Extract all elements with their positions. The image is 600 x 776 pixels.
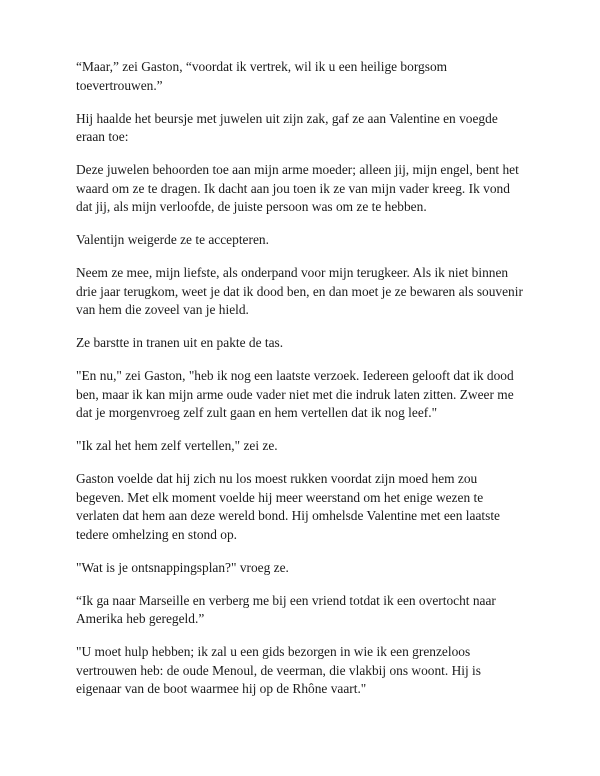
paragraph: “Maar,” zei Gaston, “voordat ik vertrek, wil ik u een heilige borgsom toevertrouwen.” (76, 59, 448, 93)
paragraph: Neem ze mee, mijn liefste, als onderpand voor mijn terugkeer. Als ik niet binnen drie jaar terugkom, weet je dat ik dood ben, en dan moet je ze bewaren als souvenir van hem die zoveel van je hield. (76, 265, 523, 317)
paragraph: Hij haalde het beursje met juwelen uit zijn zak, gaf ze aan Valentine en voegde eraan toe: (76, 110, 498, 144)
paragraph: Gaston voelde dat hij zich nu los moest rukken voordat zijn moed hem zou begeven. Met elk moment voelde hij meer weerstand om het enige wezen te verlaten dat hem aan deze wereld bond. Hij omhelsde Valentine met een laatste tedere omhelzing en stond op. (76, 471, 500, 542)
paragraph: Valentijn weigerde ze te accepteren. (76, 232, 269, 247)
paragraph: "En nu," zei Gaston, "heb ik nog een laatste verzoek. Iedereen gelooft dat ik dood ben, maar ik kan mijn arme oude vader niet met die indruk laten zitten. Zweer me dat je morgenvroeg zelf zult gaan en hem vertellen dat ik nog leef." (76, 368, 514, 420)
paragraph: "Wat is je ontsnappingsplan?" vroeg ze. (76, 559, 289, 575)
text-column (76, 58, 528, 713)
paragraph: "Ik zal het hem zelf vertellen," zei ze. (76, 438, 278, 453)
paragraph: Ze barstte in tranen uit en pakte de tas. (76, 335, 284, 350)
paragraph: Deze juwelen behoorden toe aan mijn arme moeder; alleen jij, mijn engel, bent het waard om ze te dragen. Ik dacht aan jou toen ik ze van mijn vader kreeg. Ik vond dat jij, als mijn verloofde, de juiste persoon was om ze te hebben. (76, 162, 519, 214)
paragraph: "U moet hulp hebben; ik zal u een gids bezorgen in wie ik een grenzeloos vertrouwen heb: de oude Menoul, de veerman, die vlakbij ons woont. Hij is eigenaar van de boot waarmee hij op de Rhône vaart." (76, 644, 481, 696)
paragraph: “Ik ga naar Marseille en verberg me bij een vriend totdat ik een overtocht naar Amerika heb geregeld.” (76, 592, 496, 626)
